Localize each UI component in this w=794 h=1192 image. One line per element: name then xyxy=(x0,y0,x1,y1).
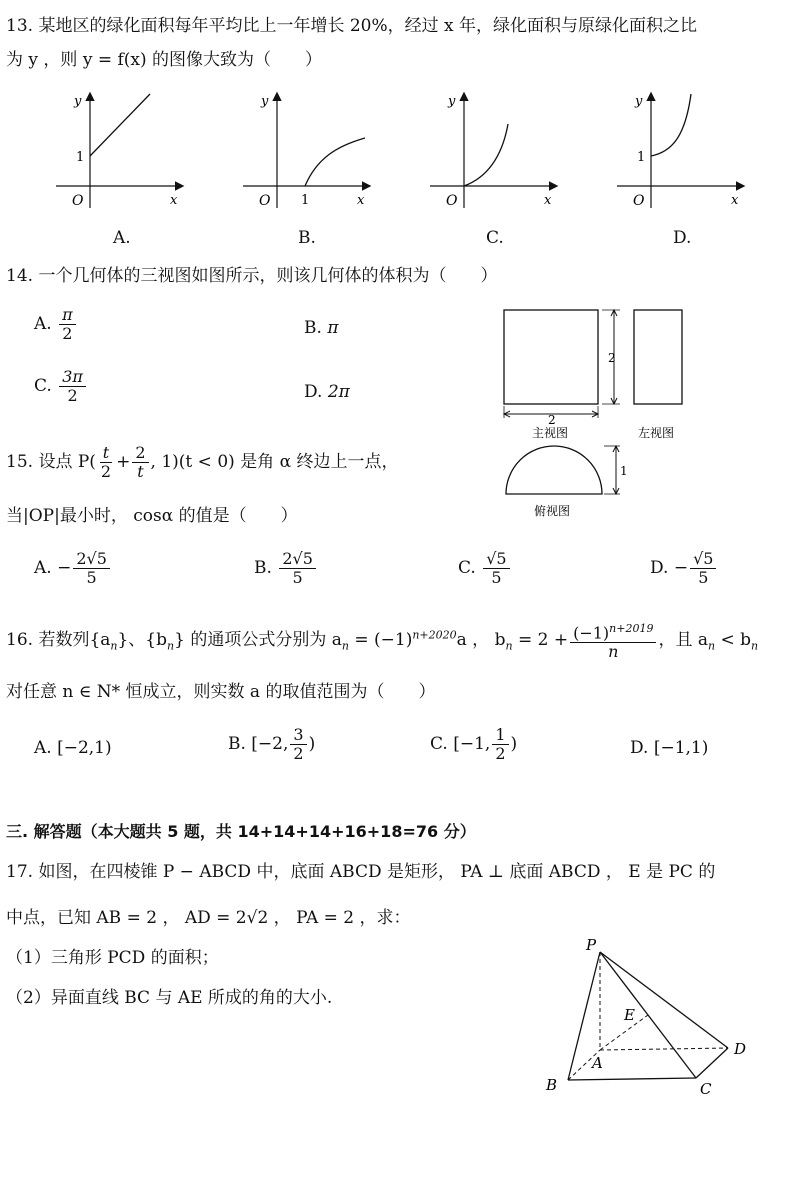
dim-height: 2 xyxy=(608,351,616,365)
graph-c-x-label: x xyxy=(544,193,552,208)
graph-a-y-label: y xyxy=(74,94,82,109)
graph-b-y-label: y xyxy=(261,94,269,109)
q16-option-b[interactable]: B. [−2, $\frac{3}{2}$ ) xyxy=(228,725,316,763)
q16-option-c[interactable]: C. [−1, $\frac{1}{2}$ ) xyxy=(430,725,518,763)
graph-d-origin: O xyxy=(633,193,645,209)
graph-c-y-label: y xyxy=(448,94,456,109)
q17-part2: （2）异面直线 BC 与 AE 所成的角的大小. xyxy=(6,988,333,1008)
q14-option-d[interactable]: D. 2π xyxy=(304,382,350,402)
q15-option-a[interactable]: A. − $\frac{2√5}{5}$ xyxy=(34,550,112,587)
graph-c xyxy=(430,94,556,209)
graph-a-x-label: x xyxy=(170,193,178,208)
dim-width: 2 xyxy=(548,413,556,427)
q13-stem-line1: 13. 某地区的绿化面积每年平均比上一年增长 20%，经过 x 年，绿化面积与原绿化面积之比 xyxy=(6,16,698,36)
q14-option-a[interactable]: A. $\frac{\pi}{2}$ xyxy=(34,306,78,343)
q14-option-c[interactable]: C. $\frac{3\pi}{2}$ xyxy=(34,368,88,405)
label-e: E xyxy=(624,1006,635,1024)
q13-option-c[interactable]: C. xyxy=(486,228,504,248)
label-b: B xyxy=(546,1076,558,1094)
q13-stem-line2: 为 y ，则 y = f(x) 的图像大致为（ ） xyxy=(6,50,323,70)
graph-b-origin: O xyxy=(259,193,271,209)
top-view-caption: 俯视图 xyxy=(534,504,571,518)
section-3-heading: 三. 解答题（本大题共 5 题，共 14+14+14+16+18=76 分） xyxy=(6,822,476,841)
three-views-figure xyxy=(496,300,696,522)
graph-a xyxy=(56,94,182,209)
label-c: C xyxy=(700,1080,712,1098)
q16-stem-line2: 对任意 n ∈ N* 恒成立，则实数 a 的取值范围为（ ） xyxy=(6,682,436,702)
label-a: A xyxy=(592,1054,603,1072)
q15-option-d[interactable]: D. − $\frac{√5}{5}$ xyxy=(650,550,718,587)
graph-a-one: 1 xyxy=(76,150,85,165)
graph-c-origin: O xyxy=(446,193,458,209)
dim-top: 1 xyxy=(620,464,628,478)
top-view xyxy=(506,446,602,494)
graph-b xyxy=(243,94,369,209)
graph-d-x-label: x xyxy=(731,193,739,208)
front-view xyxy=(504,310,598,404)
q16-option-a[interactable]: A. [−2,1) xyxy=(34,738,112,758)
label-d: D xyxy=(734,1040,747,1058)
q14-stem: 14. 一个几何体的三视图如图所示，则该几何体的体积为（ ） xyxy=(6,266,498,286)
q16-option-d[interactable]: D. [−1,1) xyxy=(630,738,709,758)
graph-b-x-label: x xyxy=(357,193,365,208)
q17-stem-line2: 中点，已知 AB = 2 ， AD = 2√2 ， PA = 2 ，求： xyxy=(6,908,411,928)
q17-part1: （1）三角形 PCD 的面积； xyxy=(6,948,219,968)
q15-option-b[interactable]: B. $\frac{2√5}{5}$ xyxy=(254,550,318,587)
graph-d-y-label: y xyxy=(635,94,643,109)
graph-d-one: 1 xyxy=(637,150,646,165)
graph-a-origin: O xyxy=(72,193,84,209)
q13-option-b[interactable]: B. xyxy=(298,228,316,248)
q15-stem-line1: 15. 设点 P( $\frac{t}{2}$ + $\frac{2}{t}$ , 1)(t < 0) 是角 α 终边上一点， xyxy=(6,443,399,481)
q13-graphs xyxy=(50,88,770,218)
label-p: P xyxy=(586,936,597,954)
pyramid-figure xyxy=(540,930,770,1100)
q15-stem-line2: 当|OP|最小时， cosα 的值是（ ） xyxy=(6,506,298,526)
front-view-caption: 主视图 xyxy=(532,426,569,440)
q17-stem-line1: 17. 如图，在四棱锥 P − ABCD 中，底面 ABCD 是矩形， PA ⊥ 底面 ABCD ， E 是 PC 的 xyxy=(6,862,716,882)
q14-option-b[interactable]: B. π xyxy=(304,318,339,338)
graph-d xyxy=(617,94,743,209)
q16-stem-line1: 16. 若数列$\{a_n\}$、$\{b_n\}$ 的通项公式分别为 $a_n = (-1)^{n+2020}a$ ， $b_n = 2$ + $\frac{(-1)^{n+2019}}{n}$ ，且 $a_n < b_n$ xyxy=(6,622,759,662)
side-view xyxy=(634,310,682,404)
q15-option-c[interactable]: C. $\frac{√5}{5}$ xyxy=(458,550,512,587)
q13-option-a[interactable]: A. xyxy=(113,228,131,248)
q13-option-d[interactable]: D. xyxy=(673,228,692,248)
side-view-caption: 左视图 xyxy=(638,426,675,440)
graph-b-one: 1 xyxy=(301,193,310,208)
